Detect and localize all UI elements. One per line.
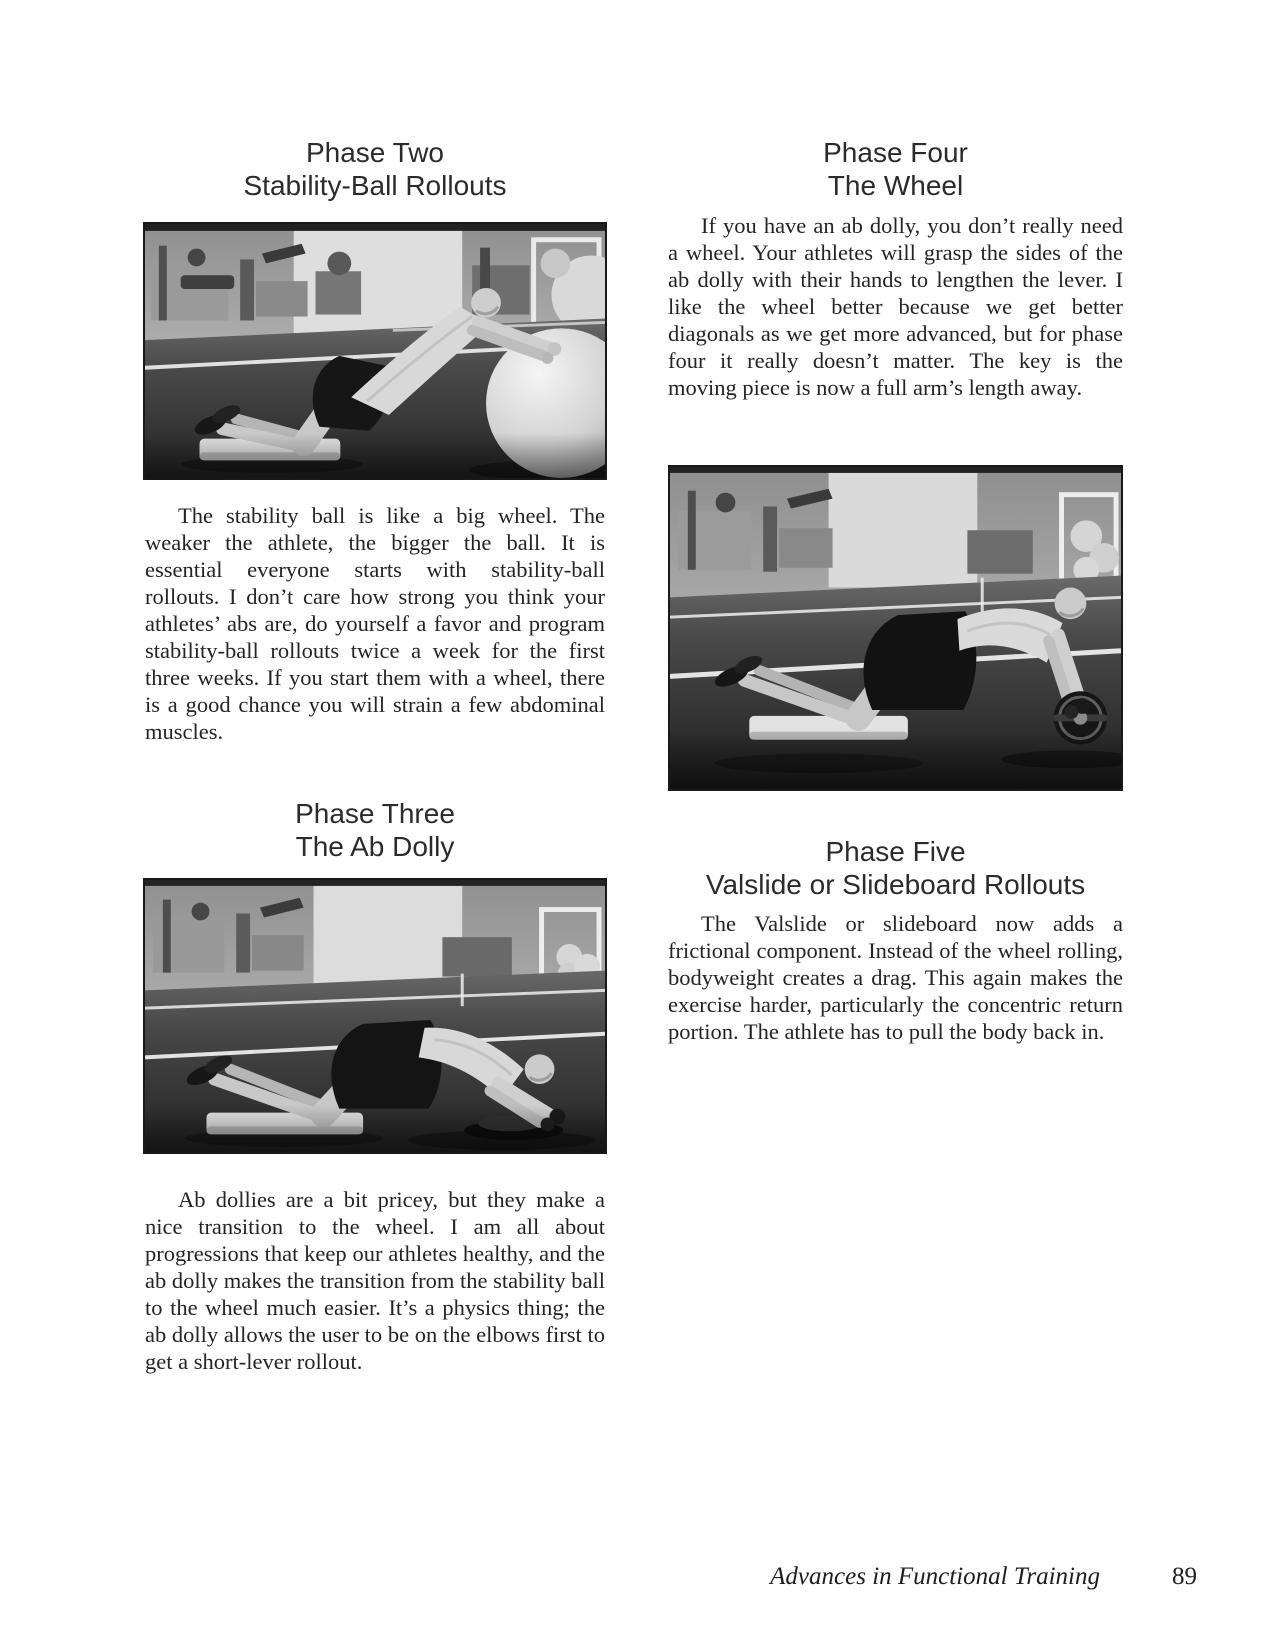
running-footer-book-title: Advances in Functional Training — [770, 1563, 1100, 1590]
phase-three-heading-line2: The Ab Dolly — [295, 831, 455, 862]
ab-wheel-rollout-illustration — [670, 467, 1121, 789]
phase-five-heading — [668, 835, 1123, 901]
stability-ball-rollout-illustration — [145, 224, 605, 478]
phase-four-heading-line2: The Wheel — [827, 170, 964, 201]
phase-four-heading — [668, 136, 1123, 202]
phase-three-paragraph: Ab dollies are a bit pricey, but they make a nice transition to the wheel. I am all about progressions that keep our athletes healthy, and the ab dolly makes the transition from the stability ball to the wheel much easier. It’s a physics thing; the ab dolly allows the user to be on the elbows first to get a short-lever rollout. — [145, 1187, 605, 1374]
phase-three-photo — [143, 878, 607, 1154]
phase-four-heading-line1: Phase Four — [823, 137, 968, 168]
phase-five-heading-line2: Valslide or Slideboard Rollouts — [705, 869, 1086, 900]
phase-four-paragraph: If you have an ab dolly, you don’t really need a wheel. Your athletes will grasp the sides of the ab dolly with their hands to lengthen the lever. I like the wheel better because we get better diagonals as we get more advanced, but for phase four it really doesn’t matter. The key is the moving piece is now a full arm’s length away. — [668, 213, 1123, 400]
phase-four-photo — [668, 465, 1123, 791]
phase-three-heading — [145, 797, 605, 863]
phase-five-paragraph: The Valslide or slideboard now adds a frictional component. Instead of the wheel rolling, bodyweight creates a drag. This again makes the exercise harder, particularly the concentric return portion. The athlete has to pull the body back in. — [668, 911, 1123, 1044]
page-footer — [668, 1563, 1197, 1591]
phase-five-heading-line1: Phase Five — [825, 836, 966, 867]
page-number: 89 — [1172, 1563, 1197, 1590]
phase-two-paragraph: The stability ball is like a big wheel. The weaker the athlete, the bigger the ball. It is essential everyone starts with stability-ball rollouts. I don’t care how strong you think your athletes’ abs are, do yourself a favor and program stability-ball rollouts twice a week for the first three weeks. If you start them with a wheel, there is a good chance you will strain a few abdominal muscles. — [145, 503, 605, 744]
phase-two-heading-line2: Stability-Ball Rollouts — [243, 170, 507, 201]
ab-dolly-rollout-illustration — [145, 880, 605, 1152]
phase-two-heading — [145, 136, 605, 202]
phase-three-heading-line1: Phase Three — [295, 798, 455, 829]
phase-two-heading-line1: Phase Two — [305, 137, 445, 168]
phase-two-photo — [143, 222, 607, 480]
